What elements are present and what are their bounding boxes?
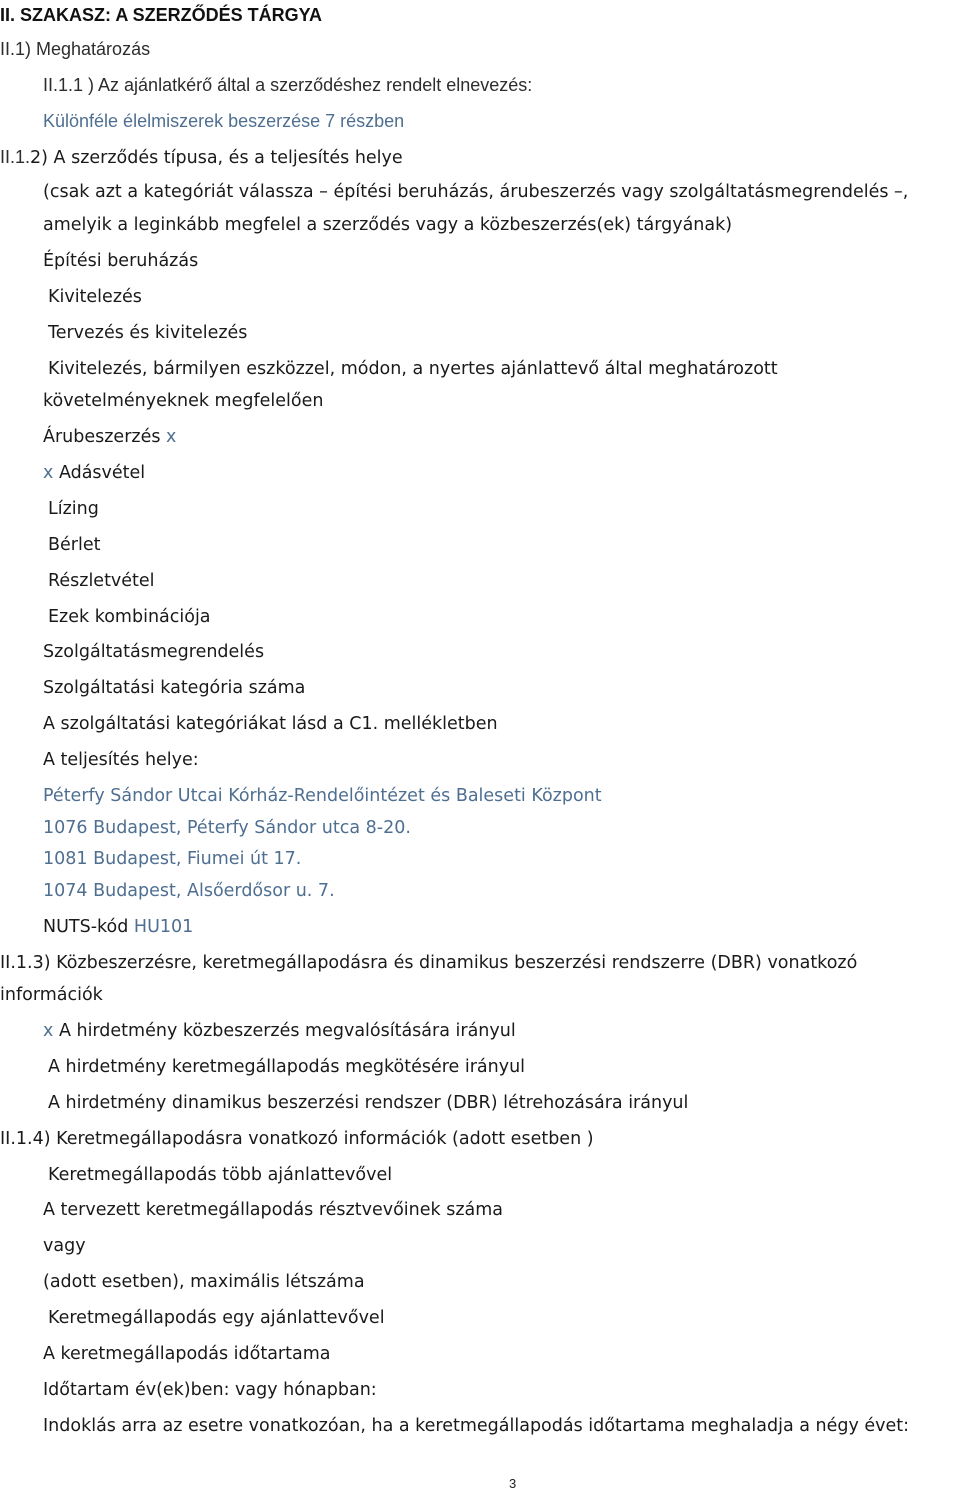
framework-line-5: Keretmegállapodás egy ajánlattevővel bbox=[48, 1308, 385, 1328]
supplies-option-1-mark: x bbox=[43, 463, 54, 483]
notice-option-1-label: A hirdetmény közbeszerzés megvalósítására irányul bbox=[58, 1021, 516, 1041]
services-category-note: A szolgáltatási kategóriákat lásd a C1. mellékletben bbox=[43, 714, 498, 734]
heading-2-1-3-line-1: II.1.3) Közbeszerzésre, keretmegállapodásra és dinamikus beszerzési rendszerre (DBR) vonatkozó bbox=[0, 953, 858, 973]
heading-2-1-2-title: 2) A szerződés típusa, és a teljesítés helye bbox=[30, 148, 403, 168]
heading-2-1-4: II.1.4) Keretmegállapodásra vonatkozó információk (adott esetben ) bbox=[0, 1129, 594, 1149]
framework-line-1: Keretmegállapodás több ajánlattevővel bbox=[48, 1165, 393, 1185]
notice-option-1 bbox=[43, 1020, 516, 1042]
notice-option-3: A hirdetmény dinamikus beszerzési rendszer (DBR) létrehozására irányul bbox=[48, 1093, 689, 1113]
supplies-option-1 bbox=[43, 462, 145, 484]
heading-2-1-2-prefix: II.1. bbox=[0, 147, 31, 167]
note-line-2: amelyik a leginkább megfelel a szerződés vagy a közbeszerzés(ek) tárgyának) bbox=[43, 215, 733, 235]
nuts-value: HU101 bbox=[133, 917, 194, 937]
heading-2-1-3-line-2: információk bbox=[0, 985, 103, 1005]
place-line-4: 1074 Budapest, Alsőerdősor u. 7. bbox=[43, 881, 335, 901]
supplies-option-3: Bérlet bbox=[48, 535, 101, 555]
works-title: Építési beruházás bbox=[43, 251, 199, 271]
notice-option-2: A hirdetmény keretmegállapodás megkötésére irányul bbox=[48, 1057, 526, 1077]
note-line-1: (csak azt a kategóriát válassza – építési beruházás, árubeszerzés vagy szolgáltatásmegrendelés –, bbox=[43, 182, 909, 202]
nuts-label: NUTS-kód bbox=[43, 917, 129, 937]
framework-line-8: Indoklás arra az esetre vonatkozóan, ha a keretmegállapodás időtartama meghaladja a négy évet: bbox=[43, 1416, 910, 1436]
nuts-code bbox=[43, 916, 193, 938]
supplies-option-5: Ezek kombinációja bbox=[48, 607, 211, 627]
works-option-3-line-1: Kivitelezés, bármilyen eszközzel, módon, a nyertes ajánlattevő által meghatározott bbox=[48, 359, 778, 379]
page-number: 3 bbox=[509, 1476, 517, 1491]
supplies-option-2: Lízing bbox=[48, 499, 99, 519]
heading-2-1-1: II.1.1 ) Az ajánlatkérő által a szerződéshez rendelt elnevezés: bbox=[43, 75, 533, 95]
works-option-2: Tervezés és kivitelezés bbox=[48, 323, 248, 343]
place-label: A teljesítés helye: bbox=[43, 750, 199, 770]
supplies-option-1-label: Adásvétel bbox=[58, 463, 146, 483]
framework-line-4: (adott esetben), maximális létszáma bbox=[43, 1272, 365, 1292]
framework-line-6: A keretmegállapodás időtartama bbox=[43, 1344, 331, 1364]
supplies-title-label: Árubeszerzés bbox=[43, 427, 161, 447]
supplies-title bbox=[43, 426, 176, 448]
section-title: II. SZAKASZ: A SZERZŐDÉS TÁRGYA bbox=[0, 5, 323, 25]
supplies-option-4: Részletvétel bbox=[48, 571, 155, 591]
framework-line-2: A tervezett keretmegállapodás résztvevőinek száma bbox=[43, 1200, 503, 1220]
supplies-check-mark: x bbox=[166, 427, 177, 447]
services-title: Szolgáltatásmegrendelés bbox=[43, 642, 265, 662]
heading-2-1: II.1) Meghatározás bbox=[0, 39, 151, 59]
heading-2-1-2 bbox=[0, 146, 403, 169]
contract-name: Különféle élelmiszerek beszerzése 7 részben bbox=[43, 111, 405, 131]
works-option-3-line-2: követelményeknek megfelelően bbox=[43, 391, 324, 411]
place-line-3: 1081 Budapest, Fiumei út 17. bbox=[43, 849, 302, 869]
works-option-1: Kivitelezés bbox=[48, 287, 142, 307]
notice-option-1-mark: x bbox=[43, 1021, 54, 1041]
framework-line-3: vagy bbox=[43, 1236, 86, 1256]
services-category: Szolgáltatási kategória száma bbox=[43, 678, 306, 698]
place-line-2: 1076 Budapest, Péterfy Sándor utca 8-20. bbox=[43, 818, 411, 838]
framework-line-7: Időtartam év(ek)ben: vagy hónapban: bbox=[43, 1380, 377, 1400]
place-line-1: Péterfy Sándor Utcai Kórház-Rendelőintézet és Baleseti Központ bbox=[43, 786, 602, 806]
